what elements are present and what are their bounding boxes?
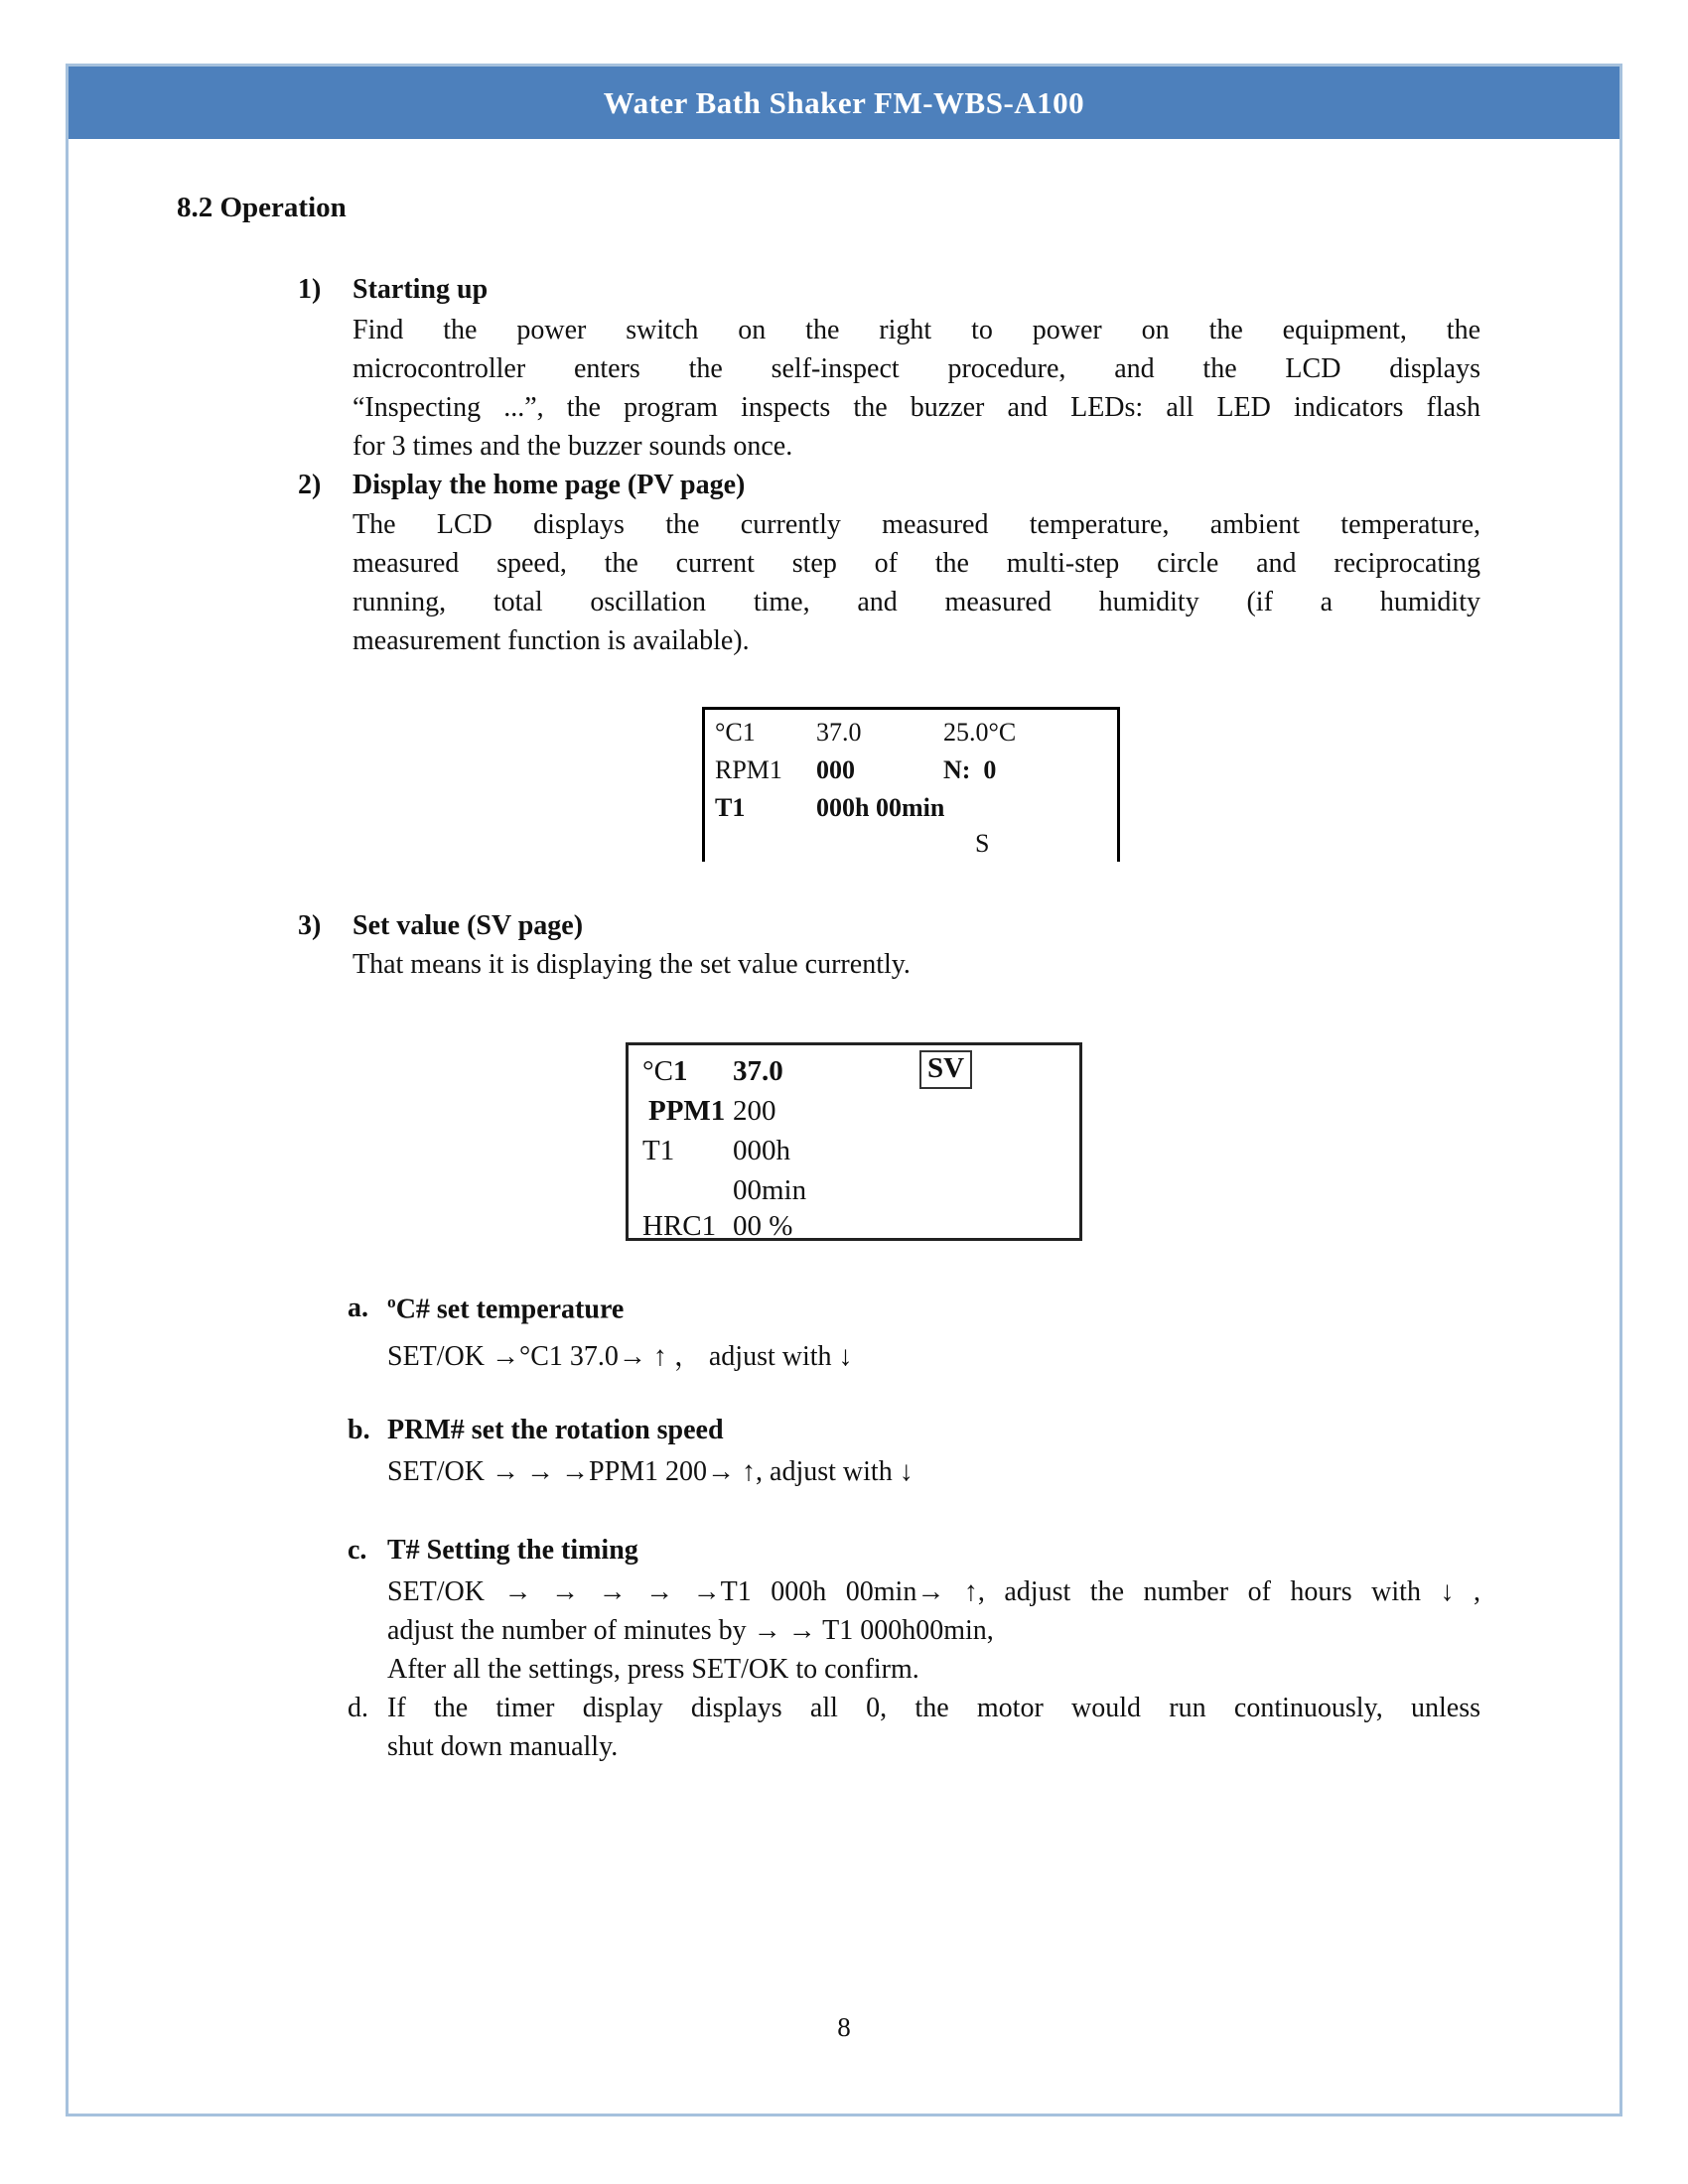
sv-hrc-label: HRC1 <box>642 1210 717 1242</box>
pv-temp-label: °C1 <box>715 718 756 747</box>
sub-letter-d: d. <box>348 1693 368 1723</box>
document-title: Water Bath Shaker FM-WBS-A100 <box>603 84 1085 120</box>
list-number-1: 1) <box>298 274 322 305</box>
sub-title-rotation-speed: PRM# set the rotation speed <box>387 1415 724 1445</box>
pv-timer-value: 000h 00min <box>816 793 945 822</box>
item1-line1: Find the power switch on the right to power on the equipment, the <box>352 315 1480 345</box>
pv-temp-value: 37.0 <box>816 718 862 747</box>
item2-line4: measurement function is available). <box>352 625 750 656</box>
sub-a-instruction: SET/OK →°C1 37.0→ ↑ ， adjust with ↓ <box>387 1341 853 1372</box>
sub-title-setting-timing: T# Setting the timing <box>387 1535 638 1566</box>
sv-mode-badge: SV <box>919 1050 972 1089</box>
sub-a-superscript: o <box>387 1293 396 1311</box>
pv-timer-label: T1 <box>715 793 746 822</box>
item2-line2: measured speed, the current step of the multi-step circle and reciprocating <box>352 548 1480 579</box>
item1-line3: “Inspecting ...”, the program inspects the buzzer and LEDs: all LED indicators flash <box>352 392 1480 423</box>
sv-timer-minutes: 00min <box>733 1174 807 1206</box>
sv-timer-hours: 000h <box>733 1135 790 1166</box>
pv-rpm-label: RPM1 <box>715 755 782 784</box>
sub-letter-c: c. <box>348 1535 367 1566</box>
sv-temp-value: 37.0 <box>733 1055 783 1087</box>
item3-line1: That means it is displaying the set value currently. <box>352 949 911 980</box>
page-frame <box>66 64 1622 2116</box>
sub-c-line2: adjust the number of minutes by → → T1 000h00min, <box>387 1615 994 1646</box>
sub-b-instruction: SET/OK → → →PPM1 200→ ↑, adjust with ↓ <box>387 1456 914 1487</box>
item2-line1: The LCD displays the currently measured temperature, ambient temperature, <box>352 509 1480 540</box>
page-number: 8 <box>837 2012 851 2042</box>
pv-step-count: N: 0 <box>943 755 997 784</box>
item-title-home-page: Display the home page (PV page) <box>352 470 746 500</box>
sub-letter-a: a. <box>348 1293 368 1323</box>
sv-timer-label: T1 <box>642 1135 675 1166</box>
item1-line4: for 3 times and the buzzer sounds once. <box>352 431 793 462</box>
item-title-starting-up: Starting up <box>352 274 489 305</box>
sub-d-line2: shut down manually. <box>387 1731 619 1762</box>
list-number-3: 3) <box>298 910 322 941</box>
pv-status-s: S <box>975 829 990 858</box>
sub-d-line1: If the timer display displays all 0, the motor would run continuously, unless <box>387 1693 1480 1723</box>
pv-rpm-value: 000 <box>816 755 855 784</box>
item-title-set-value: Set value (SV page) <box>352 910 584 941</box>
sub-c-line1: SET/OK → → → → →T1 000h 00min→ ↑, adjust the number of hours with ↓ , <box>387 1576 1480 1607</box>
item2-line3: running, total oscillation time, and measured humidity (if a humidity <box>352 587 1480 617</box>
section-heading: 8.2 Operation <box>177 192 347 223</box>
lcd-pv-display <box>702 707 1120 862</box>
sub-title-set-temperature: $^o$C# set temperature <box>387 1293 625 1325</box>
header-bar <box>69 67 1619 139</box>
list-number-2: 2) <box>298 470 322 500</box>
pv-ambient-temp: 25.0°C <box>943 718 1017 747</box>
item1-line2: microcontroller enters the self-inspect procedure, and the LCD displays <box>352 353 1480 384</box>
sv-ppm-value: 200 <box>733 1095 776 1127</box>
sub-letter-b: b. <box>348 1415 370 1445</box>
sv-ppm-label: PPM1 <box>648 1095 726 1127</box>
sv-temp-label: °C1 <box>642 1055 688 1087</box>
lcd-sv-display <box>626 1042 1082 1241</box>
sub-c-line3: After all the settings, press SET/OK to confirm. <box>387 1654 919 1685</box>
sv-hrc-value: 00 % <box>733 1210 793 1242</box>
